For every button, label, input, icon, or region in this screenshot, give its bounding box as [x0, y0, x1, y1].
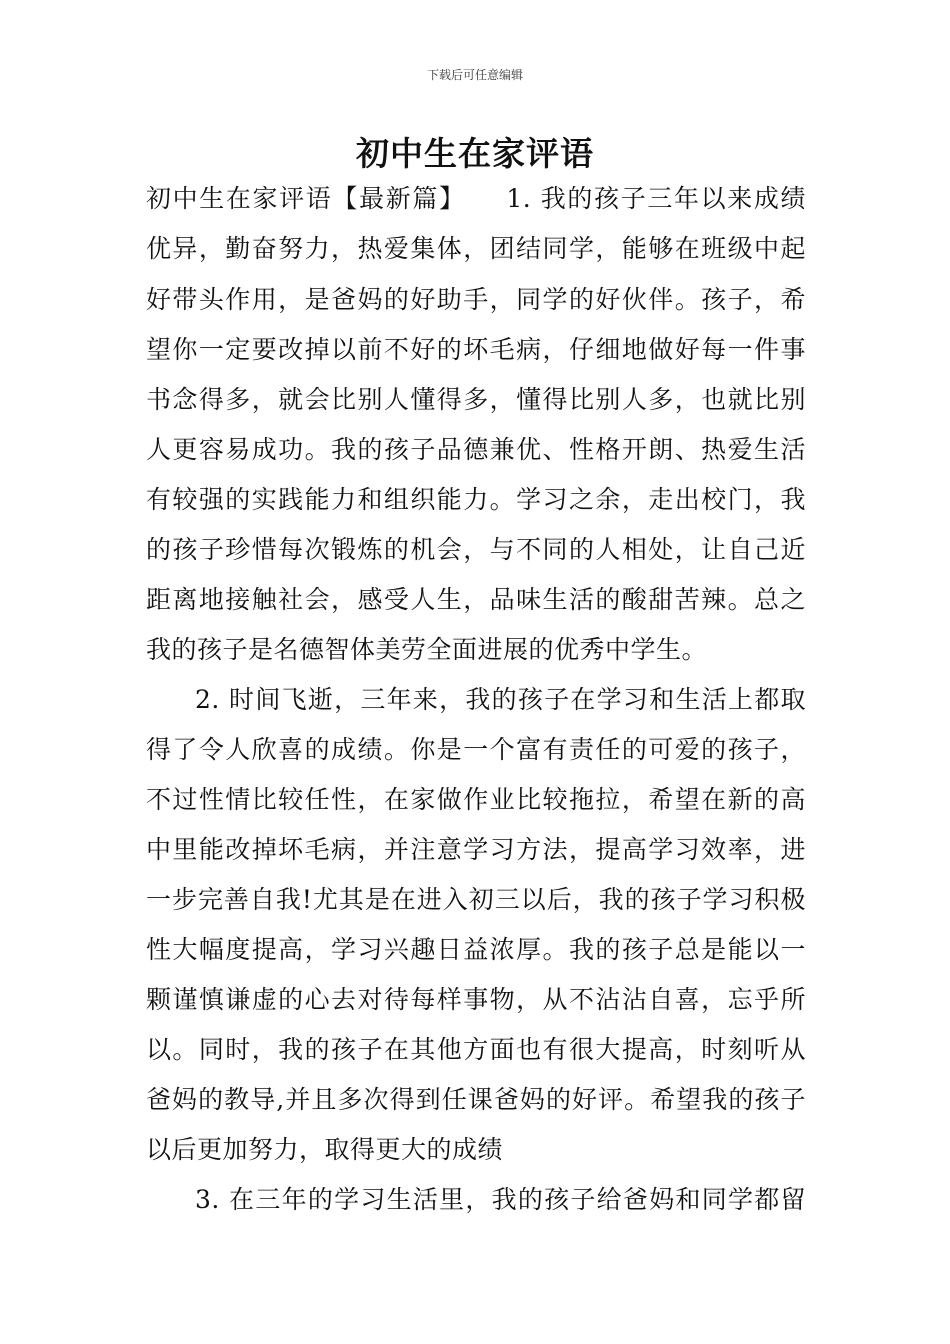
text-line: 得了令人欣喜的成绩。你是一个富有责任的可爱的孩子， [146, 735, 806, 764]
text-line: 初中生在家评语【最新篇】 1. 我的孩子三年以来成绩 [146, 184, 806, 213]
text-line: 书念得多，就会比别人懂得多，懂得比别人多，也就比别 [146, 385, 806, 414]
text-line: 性大幅度提高，学习兴趣日益浓厚。我的孩子总是能以一 [146, 935, 806, 964]
text-line: 以后更加努力，取得更大的成绩 [146, 1135, 504, 1164]
text-line: 爸妈的教导,并且多次得到任课爸妈的好评。希望我的孩子 [146, 1085, 806, 1114]
document-title: 初中生在家评语 [356, 134, 594, 173]
text-line: 人更容易成功。我的孩子品德兼优、性格开朗、热爱生活 [146, 435, 806, 464]
text-line: 我的孩子是名德智体美劳全面进展的优秀中学生。 [146, 635, 708, 664]
text-line: 望你一定要改掉以前不好的坏毛病，仔细地做好每一件事 [146, 335, 806, 364]
text-line: 以。同时，我的孩子在其他方面也有很大提高，时刻听从 [146, 1035, 806, 1064]
text-line: 2. 时间飞逝，三年来，我的孩子在学习和生活上都取 [195, 685, 806, 714]
text-line: 一步完善自我!尤其是在进入初三以后，我的孩子学习积极 [146, 885, 806, 914]
header-note: 下载后可任意编辑 [426, 68, 523, 82]
text-line: 有较强的实践能力和组织能力。学习之余，走出校门，我 [146, 485, 806, 514]
text-line: 3. 在三年的学习生活里，我的孩子给爸妈和同学都留 [195, 1185, 806, 1214]
text-line: 不过性情比较任性，在家做作业比较拖拉，希望在新的高 [146, 785, 806, 814]
text-line: 距离地接触社会，感受人生，品味生活的酸甜苦辣。总之 [146, 585, 806, 614]
text-line: 好带头作用，是爸妈的好助手，同学的好伙伴。孩子，希 [146, 285, 806, 314]
text-line: 优异，勤奋努力，热爱集体，团结同学，能够在班级中起 [146, 234, 806, 263]
text-line: 颗谨慎谦虚的心去对待每样事物，从不沾沾自喜，忘乎所 [146, 985, 806, 1014]
text-line: 中里能改掉坏毛病，并注意学习方法，提高学习效率，进 [146, 835, 806, 864]
text-line: 的孩子珍惜每次锻炼的机会，与不同的人相处，让自己近 [146, 535, 806, 564]
